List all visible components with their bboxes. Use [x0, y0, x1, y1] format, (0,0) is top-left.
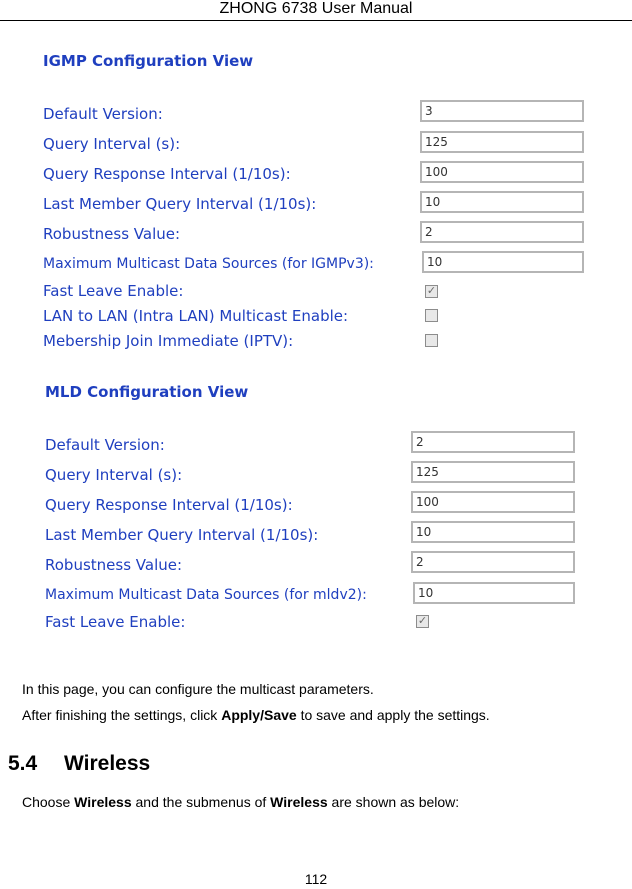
igmp-join-immediate-label: Mebership Join Immediate (IPTV): [43, 332, 294, 350]
igmp-default-version-label: Default Version: [43, 105, 163, 123]
paragraph-wireless-middle: and the submenus of [131, 794, 271, 810]
checkmark-icon: ✓ [417, 615, 428, 627]
igmp-fast-leave-checkbox[interactable] [425, 285, 438, 298]
igmp-query-interval-input[interactable]: 125 [420, 131, 584, 153]
mld-title: MLD Configuration View [45, 383, 249, 401]
igmp-lan-to-lan-checkbox[interactable] [425, 309, 438, 322]
paragraph-apply [22, 707, 490, 723]
igmp-last-member-query-interval-input[interactable]: 10 [420, 191, 584, 213]
mld-max-sources-input[interactable]: 10 [413, 582, 575, 604]
page-number: 112 [304, 871, 328, 887]
mld-max-sources-label: Maximum Multicast Data Sources (for mldv2): [45, 587, 367, 603]
section-number: 5.4 [8, 752, 38, 775]
igmp-robustness-input[interactable]: 2 [420, 221, 584, 243]
wireless-bold-2: Wireless [270, 794, 328, 810]
mld-default-version-input[interactable]: 2 [411, 431, 575, 453]
header-title: ZHONG 6738 User Manual [219, 0, 413, 17]
mld-query-response-interval-label: Query Response Interval (1/10s): [45, 496, 293, 514]
paragraph-intro [22, 681, 374, 697]
mld-robustness-label: Robustness Value: [45, 556, 183, 574]
paragraph-apply-suffix: to save and apply the settings. [296, 707, 490, 723]
paragraph-wireless-prefix: Choose [22, 794, 75, 810]
mld-fast-leave-checkbox[interactable] [416, 615, 429, 628]
apply-save-bold: Apply/Save [221, 707, 297, 723]
igmp-default-version-input[interactable]: 3 [420, 100, 584, 122]
page-header [0, 0, 632, 21]
igmp-query-response-interval-input[interactable]: 100 [420, 161, 584, 183]
section-heading [8, 752, 150, 776]
wireless-bold-1: Wireless [74, 794, 132, 810]
igmp-lan-to-lan-label: LAN to LAN (Intra LAN) Multicast Enable: [43, 307, 349, 325]
paragraph-intro-text: In this page, you can configure the multicast parameters. [22, 681, 374, 697]
igmp-robustness-label: Robustness Value: [43, 225, 181, 243]
mld-robustness-input[interactable]: 2 [411, 551, 575, 573]
igmp-join-immediate-checkbox[interactable] [425, 334, 438, 347]
igmp-max-sources-input[interactable]: 10 [422, 251, 584, 273]
igmp-query-response-interval-label: Query Response Interval (1/10s): [43, 165, 291, 183]
paragraph-wireless-suffix: are shown as below: [327, 794, 460, 810]
mld-last-member-query-interval-label: Last Member Query Interval (1/10s): [45, 526, 319, 544]
mld-fast-leave-label: Fast Leave Enable: [45, 613, 186, 631]
igmp-query-interval-label: Query Interval (s): [43, 135, 181, 153]
igmp-last-member-query-interval-label: Last Member Query Interval (1/10s): [43, 195, 317, 213]
mld-query-response-interval-input[interactable]: 100 [411, 491, 575, 513]
mld-default-version-label: Default Version: [45, 436, 165, 454]
mld-query-interval-label: Query Interval (s): [45, 466, 183, 484]
mld-last-member-query-interval-input[interactable]: 10 [411, 521, 575, 543]
checkmark-icon: ✓ [426, 285, 437, 297]
igmp-max-sources-label: Maximum Multicast Data Sources (for IGMPv3): [43, 256, 374, 272]
paragraph-wireless [22, 794, 459, 810]
section-title: Wireless [64, 752, 151, 775]
mld-query-interval-input[interactable]: 125 [411, 461, 575, 483]
igmp-fast-leave-label: Fast Leave Enable: [43, 282, 184, 300]
paragraph-apply-prefix: After finishing the settings, click [22, 707, 222, 723]
igmp-title: IGMP Configuration View [43, 52, 254, 70]
